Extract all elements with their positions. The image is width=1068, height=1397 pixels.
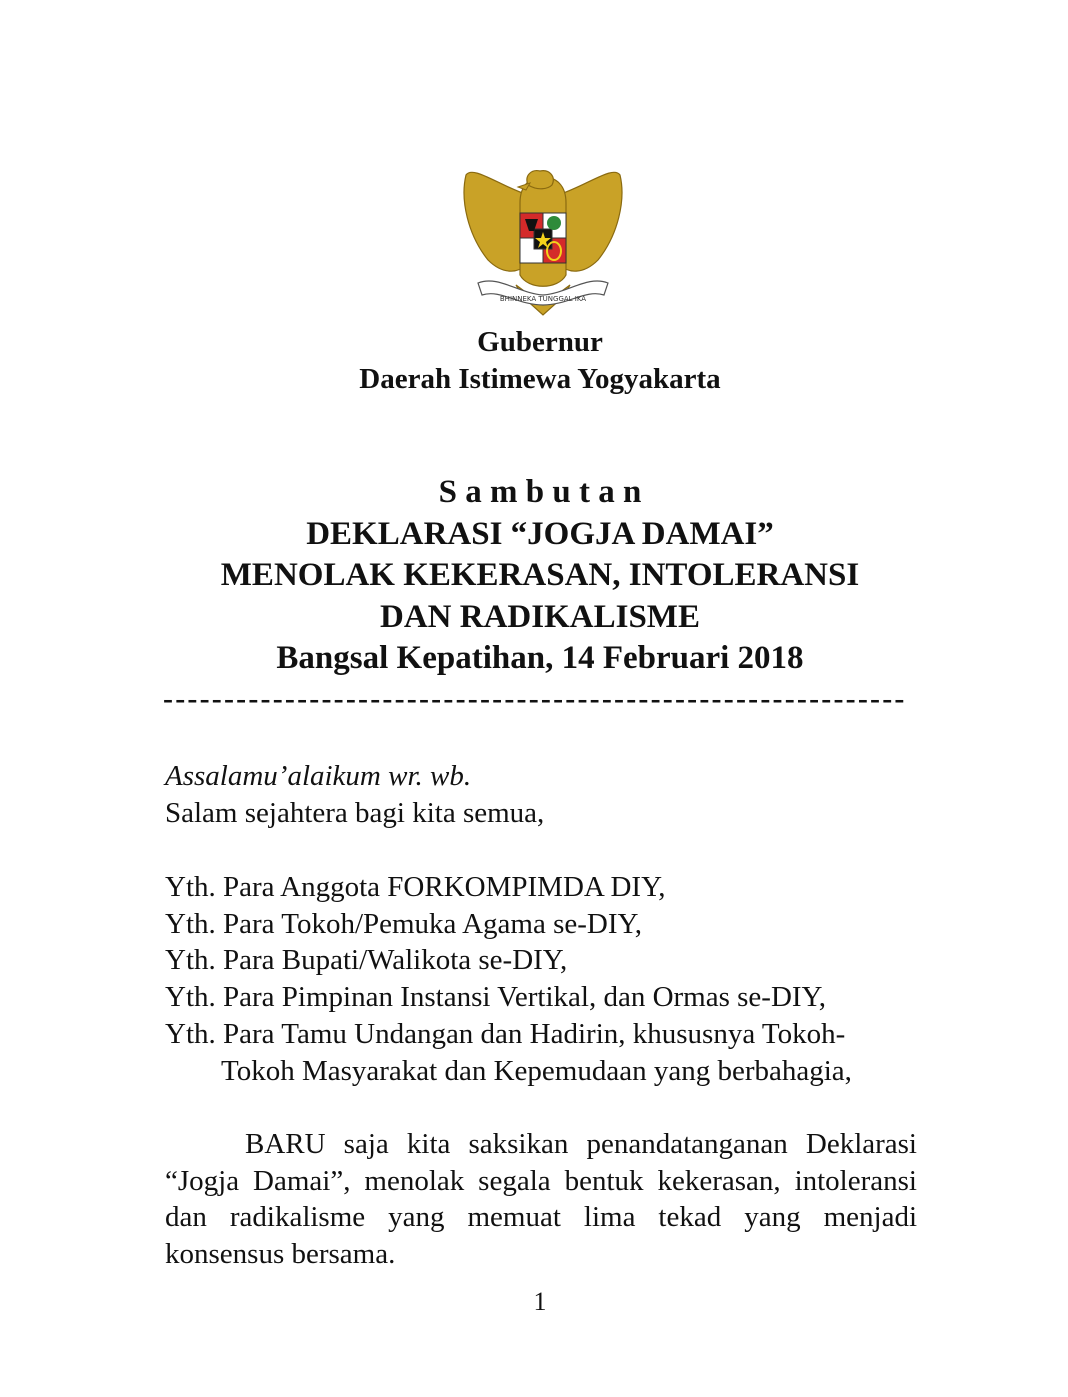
addressee-item: Yth. Para Pimpinan Instansi Vertikal, dan Ormas se-DIY, [165,981,826,1014]
addressee-item: Yth. Para Anggota FORKOMPIMDA DIY, [165,871,666,903]
document-title [0,472,1068,680]
greeting-salam: Assalamu’alaikum wr. wb. [165,760,472,792]
title-line-subject-cont: DAN RADIKALISME [380,598,700,635]
greeting [165,758,917,831]
title-line-declaration: DEKLARASI “JOGJA DAMAI” [306,515,774,552]
addressee-list [165,869,917,1089]
addressee-item-continued: Tokoh Masyarakat dan Kepemudaan yang berbahagia, [221,1054,852,1087]
paragraph-text: BARU saja kita saksikan penandatanganan Deklarasi “Jogja Damai”, menolak segala bentuk kekerasan, intoleransi dan radikalisme yang memuat lima tekad yang menjadi konsensus bersama. [165,1128,917,1271]
svg-text:BHINNEKA TUNGGAL IKA: BHINNEKA TUNGGAL IKA [499,295,587,303]
issuer-title: Gubernur [477,326,603,358]
issuer-region: Daerah Istimewa Yogyakarta [359,363,721,395]
greeting-welcome: Salam sejahtera bagi kita semua, [165,796,545,829]
page-number: 1 [533,1287,547,1316]
body-paragraph [165,1126,917,1273]
title-line-subject: MENOLAK KEKERASAN, INTOLERANSI [220,557,860,593]
title-line-sambutan: S a m b u t a n [438,474,642,510]
addressee-item: Yth. Para Tokoh/Pemuka Agama se-DIY, [165,907,642,940]
garuda-emblem-logo [458,155,628,320]
title-line-venue-date: Bangsal Kepatihan, 14 Februari 2018 [276,640,804,676]
issuer-header [0,324,1068,398]
separator-line: ------------------------------------------------------------- [163,682,907,715]
addressee-item: Yth. Para Bupati/Walikota se-DIY, [165,944,568,977]
addressee-item: Yth. Para Tamu Undangan dan Hadirin, khususnya Tokoh- [165,1017,846,1050]
